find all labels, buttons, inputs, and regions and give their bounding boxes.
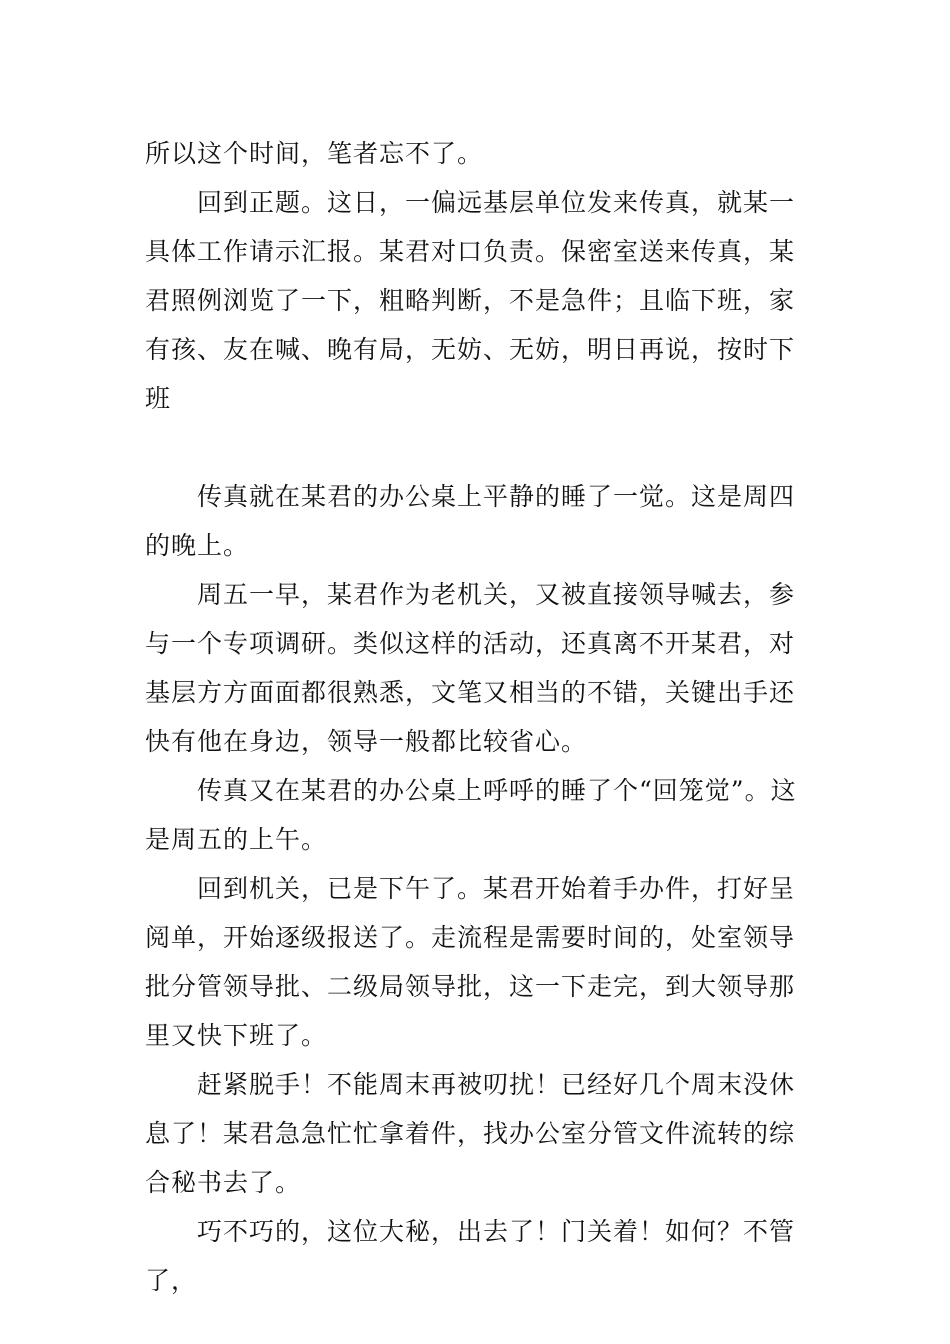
paragraph-2: 回到正题。这日，一偏远基层单位发来传真，就某一具体工作请示汇报。某君对口负责。保密室送来传真，某君照例浏览了一下，粗略判断，不是急件；且临下班，家有孩、友在喊、晚有局，无妨、无妨，明日再说，按时下班 xyxy=(145,188,796,413)
paragraph-5: 传真又在某君的办公桌上呼呼的睡了个“回笼觉”。这是周五的上午。 xyxy=(145,776,797,854)
paragraph-1: 所以这个时间，笔者忘不了。 xyxy=(145,139,484,168)
paragraph-4: 周五一早，某君作为老机关，又被直接领导喊去，参与一个专项调研。类似这样的活动，还真离不开某君，对基层方方面面都很熟悉，文笔又相当的不错，关键出手还快有他在身边，领导一般都比较省心。 xyxy=(145,580,796,756)
paragraph-spacer xyxy=(145,423,817,472)
paragraph-3: 传真就在某君的办公桌上平静的睡了一觉。这是周四的晚上。 xyxy=(145,482,796,560)
paragraph-7: 赶紧脱手！不能周末再被叨扰！已经好几个周末没休息了！某君急急忙忙拿着件，找办公室分管文件流转的综合秘书去了。 xyxy=(145,1070,796,1197)
paragraph-8: 巧不巧的，这位大秘，出去了！门关着！如何？不管了， xyxy=(145,1217,796,1295)
document-body xyxy=(145,129,817,1305)
paragraph-6: 回到机关，已是下午了。某君开始着手办件，打好呈阅单，开始逐级报送了。走流程是需要时间的，处室领导批分管领导批、二级局领导批，这一下走完，到大领导那里又快下班了。 xyxy=(145,874,796,1050)
